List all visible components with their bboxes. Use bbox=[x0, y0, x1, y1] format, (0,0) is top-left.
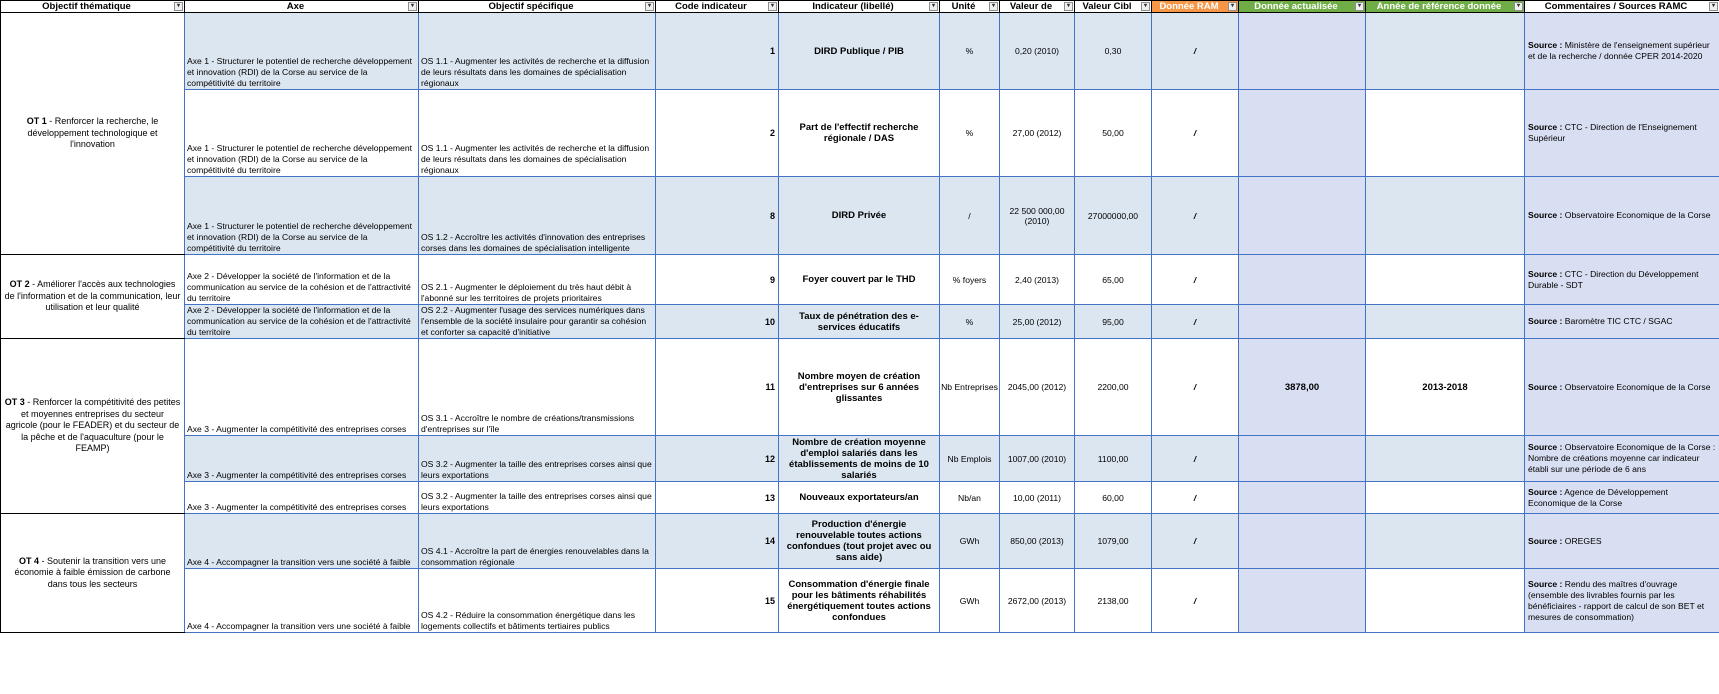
source-label: Source : bbox=[1528, 578, 1563, 589]
donnee-ram-cell[interactable]: / bbox=[1152, 339, 1239, 436]
code-indicateur-cell[interactable]: 1 bbox=[656, 13, 779, 90]
valeur-reference-cell[interactable]: 27,00 (2012) bbox=[1000, 90, 1075, 177]
valeur-reference-cell[interactable]: 22 500 000,00 (2010) bbox=[1000, 177, 1075, 255]
valeur-cible-cell[interactable]: 95,00 bbox=[1075, 305, 1152, 339]
source-label: Source : bbox=[1528, 486, 1563, 497]
annee-reference-cell[interactable] bbox=[1366, 569, 1525, 633]
column-header-label: Donnée actualisée bbox=[1254, 1, 1338, 12]
objectif-specifique-cell[interactable]: OS 3.2 - Augmenter la taille des entreprises corses ainsi que leurs exportations bbox=[419, 436, 656, 482]
table-row bbox=[1, 13, 1719, 90]
objectif-specifique-cell[interactable]: OS 2.1 - Augmenter le déploiement du très haut débit à l'abonné sur les territoires de projets prioritaires bbox=[419, 255, 656, 305]
column-header-11[interactable] bbox=[1525, 1, 1719, 13]
column-header-2[interactable] bbox=[419, 1, 656, 13]
table-row bbox=[1, 177, 1719, 255]
indicateur-libelle-cell[interactable]: DIRD Privée bbox=[779, 177, 940, 255]
filter-dropdown-icon[interactable]: ▾ bbox=[989, 2, 998, 11]
table-row bbox=[1, 305, 1719, 339]
source-text: Observatoire Economique de la Corse bbox=[1562, 381, 1711, 392]
commentaires-sources-cell[interactable] bbox=[1525, 436, 1719, 482]
donnee-actualisee-cell[interactable] bbox=[1239, 90, 1366, 177]
unite-cell[interactable]: Nb/an bbox=[940, 482, 1000, 514]
axe-cell[interactable]: Axe 3 - Augmenter la compétitivité des entreprises corses bbox=[185, 482, 419, 514]
column-header-label: Indicateur (libellé) bbox=[812, 1, 894, 12]
commentaires-sources-cell[interactable] bbox=[1525, 305, 1719, 339]
donnee-ram-cell[interactable]: / bbox=[1152, 482, 1239, 514]
donnee-actualisee-cell[interactable] bbox=[1239, 514, 1366, 569]
donnee-ram-cell[interactable]: / bbox=[1152, 436, 1239, 482]
axe-cell[interactable]: Axe 2 - Développer la société de l'information et de la communication au service de la cohésion et de l'attractivité du territoire bbox=[185, 305, 419, 339]
indicateur-libelle-cell[interactable]: Production d'énergie renouvelable toutes actions confondues (tout projet avec ou sans aide) bbox=[779, 514, 940, 569]
commentaires-sources-cell[interactable] bbox=[1525, 255, 1719, 305]
donnee-ram-cell[interactable]: / bbox=[1152, 514, 1239, 569]
column-header-label: Unité bbox=[951, 1, 976, 12]
ot-description: - Renforcer la compétitivité des petites et moyennes entreprises du secteur agricole (pour le FEADER) et du secteur de la pêche et de l'aquaculture (pour le FEAMP) bbox=[5, 397, 181, 454]
commentaires-sources-cell[interactable] bbox=[1525, 90, 1719, 177]
code-indicateur-cell[interactable]: 8 bbox=[656, 177, 779, 255]
objectif-specifique-cell[interactable]: OS 1.1 - Augmenter les activités de recherche et la diffusion de leurs résultats dans les domaines de spécialisation régionaux bbox=[419, 90, 656, 177]
source-label: Source : bbox=[1528, 316, 1563, 326]
table-row bbox=[1, 339, 1719, 436]
column-header-label: Valeur Cibl bbox=[1082, 1, 1132, 12]
table-row bbox=[1, 569, 1719, 633]
unite-cell[interactable]: Nb Emplois bbox=[940, 436, 1000, 482]
valeur-cible-cell[interactable]: 2138,00 bbox=[1075, 569, 1152, 633]
axe-cell[interactable]: Axe 1 - Structurer le potentiel de recherche développement et innovation (RDI) de la Corse au service de la compétitivité du territoire bbox=[185, 13, 419, 90]
source-text: Ministère de l'enseignement supérieur et de la recherche / donnée CPER 2014-2020 bbox=[1528, 40, 1710, 61]
column-header-label: Année de référence donnée bbox=[1376, 1, 1502, 12]
axe-cell[interactable]: Axe 2 - Développer la société de l'information et de la communication au service de la cohésion et de l'attractivité du territoire bbox=[185, 255, 419, 305]
filter-dropdown-icon[interactable]: ▾ bbox=[1064, 2, 1073, 11]
unite-cell[interactable]: % bbox=[940, 13, 1000, 90]
indicateur-libelle-cell[interactable]: Consommation d'énergie finale pour les bâtiments réhabilités énergétiquement toutes actions confondues bbox=[779, 569, 940, 633]
objectif-specifique-cell[interactable]: OS 4.2 - Réduire la consommation énergétique dans les logements collectifs et bâtiments tertiaires publics bbox=[419, 569, 656, 633]
filter-dropdown-icon[interactable]: ▾ bbox=[408, 2, 417, 11]
annee-reference-cell[interactable] bbox=[1366, 305, 1525, 339]
table-row bbox=[1, 255, 1719, 305]
source-text: Agence de Développement Economique de la Corse bbox=[1528, 486, 1668, 508]
filter-dropdown-icon[interactable]: ▾ bbox=[929, 2, 938, 11]
objectif-specifique-cell[interactable]: OS 1.2 - Accroître les activités d'innovation des entreprises corses dans les domaines de spécialisation intelligente bbox=[419, 177, 656, 255]
source-text: Observatoire Economique de la Corse bbox=[1562, 210, 1711, 220]
axe-cell[interactable]: Axe 1 - Structurer le potentiel de recherche développement et innovation (RDI) de la Corse au service de la compétitivité du territoire bbox=[185, 177, 419, 255]
filter-dropdown-icon[interactable]: ▾ bbox=[1141, 2, 1150, 11]
donnee-ram-cell[interactable]: / bbox=[1152, 305, 1239, 339]
ot-description: - Soutenir la transition vers une économie à faible émission de carbone dans tous les secteurs bbox=[14, 555, 171, 589]
source-label: Source : bbox=[1528, 268, 1563, 279]
column-header-9[interactable] bbox=[1239, 1, 1366, 13]
code-indicateur-cell[interactable]: 13 bbox=[656, 482, 779, 514]
objectif-specifique-cell[interactable]: OS 3.2 - Augmenter la taille des entreprises corses ainsi que leurs exportations bbox=[419, 482, 656, 514]
column-header-1[interactable] bbox=[185, 1, 419, 13]
column-header-label: Code indicateur bbox=[675, 1, 747, 12]
source-label: Source : bbox=[1528, 122, 1563, 132]
donnee-ram-cell[interactable]: / bbox=[1152, 255, 1239, 305]
code-indicateur-cell[interactable]: 2 bbox=[656, 90, 779, 177]
indicateur-libelle-cell[interactable]: Taux de pénétration des e-services éducatifs bbox=[779, 305, 940, 339]
commentaires-sources-cell[interactable] bbox=[1525, 514, 1719, 569]
source-text: Rendu des maîtres d'ouvrage (ensemble des livrables fournis par les bénéficiaires - rapport de calcul de son BET et mesures de consommation) bbox=[1528, 578, 1705, 622]
annee-reference-cell[interactable] bbox=[1366, 177, 1525, 255]
code-indicateur-cell[interactable]: 14 bbox=[656, 514, 779, 569]
valeur-cible-cell[interactable]: 65,00 bbox=[1075, 255, 1152, 305]
valeur-reference-cell[interactable]: 850,00 (2013) bbox=[1000, 514, 1075, 569]
source-text: CTC - Direction du Développement Durable - SDT bbox=[1528, 268, 1699, 290]
valeur-reference-cell[interactable]: 0,20 (2010) bbox=[1000, 13, 1075, 90]
source-label: Source : bbox=[1528, 210, 1563, 220]
valeur-cible-cell[interactable]: 2200,00 bbox=[1075, 339, 1152, 436]
commentaires-sources-cell[interactable] bbox=[1525, 482, 1719, 514]
annee-reference-cell[interactable] bbox=[1366, 514, 1525, 569]
source-label: Source : bbox=[1528, 381, 1563, 392]
commentaires-sources-cell[interactable] bbox=[1525, 339, 1719, 436]
filter-dropdown-icon[interactable]: ▾ bbox=[1709, 2, 1718, 11]
donnee-actualisee-cell[interactable] bbox=[1239, 569, 1366, 633]
donnee-actualisee-cell[interactable] bbox=[1239, 482, 1366, 514]
unite-cell[interactable]: GWh bbox=[940, 569, 1000, 633]
objectif-thematique-cell[interactable] bbox=[1, 339, 185, 514]
column-header-label: Objectif spécifique bbox=[488, 1, 574, 12]
column-header-label: Commentaires / Sources RAMC bbox=[1544, 1, 1688, 12]
indicateur-libelle-cell[interactable]: Part de l'effectif recherche régionale / DAS bbox=[779, 90, 940, 177]
donnee-ram-cell[interactable]: / bbox=[1152, 90, 1239, 177]
donnee-actualisee-cell[interactable]: 3878,00 bbox=[1239, 339, 1366, 436]
donnee-ram-cell[interactable]: / bbox=[1152, 569, 1239, 633]
code-indicateur-cell[interactable]: 9 bbox=[656, 255, 779, 305]
indicateur-libelle-cell[interactable]: Nouveaux exportateurs/an bbox=[779, 482, 940, 514]
indicateur-libelle-cell[interactable]: Nombre moyen de création d'entreprises sur 6 années glissantes bbox=[779, 339, 940, 436]
indicateur-libelle-cell[interactable]: Nombre de création moyenne d'emploi salariés dans les établissements de moins de 10 salariés bbox=[779, 436, 940, 482]
valeur-reference-cell[interactable]: 25,00 (2012) bbox=[1000, 305, 1075, 339]
axe-cell[interactable]: Axe 3 - Augmenter la compétitivité des entreprises corses bbox=[185, 436, 419, 482]
source-text: CTC - Direction de l'Enseignement Supérieur bbox=[1528, 122, 1697, 143]
code-indicateur-cell[interactable]: 12 bbox=[656, 436, 779, 482]
column-header-8[interactable] bbox=[1152, 1, 1239, 13]
annee-reference-cell[interactable] bbox=[1366, 13, 1525, 90]
column-header-10[interactable] bbox=[1366, 1, 1525, 13]
source-label: Source : bbox=[1528, 535, 1563, 546]
annee-reference-cell[interactable] bbox=[1366, 482, 1525, 514]
indicateur-libelle-cell[interactable]: DIRD Publique / PIB bbox=[779, 13, 940, 90]
ot-code: OT 2 bbox=[9, 279, 30, 290]
unite-cell[interactable]: Nb Entreprises bbox=[940, 339, 1000, 436]
table-row bbox=[1, 90, 1719, 177]
unite-cell[interactable]: % bbox=[940, 90, 1000, 177]
annee-reference-cell[interactable] bbox=[1366, 255, 1525, 305]
valeur-cible-cell[interactable]: 50,00 bbox=[1075, 90, 1152, 177]
valeur-reference-cell[interactable]: 10,00 (2011) bbox=[1000, 482, 1075, 514]
commentaires-sources-cell[interactable] bbox=[1525, 13, 1719, 90]
donnee-ram-cell[interactable]: / bbox=[1152, 177, 1239, 255]
ot-code: OT 1 bbox=[26, 116, 47, 127]
valeur-cible-cell[interactable]: 1100,00 bbox=[1075, 436, 1152, 482]
donnee-ram-cell[interactable]: / bbox=[1152, 13, 1239, 90]
valeur-cible-cell[interactable]: 1079,00 bbox=[1075, 514, 1152, 569]
donnee-actualisee-cell[interactable] bbox=[1239, 436, 1366, 482]
annee-reference-cell[interactable]: 2013-2018 bbox=[1366, 339, 1525, 436]
column-header-5[interactable] bbox=[940, 1, 1000, 13]
valeur-cible-cell[interactable]: 60,00 bbox=[1075, 482, 1152, 514]
axe-cell[interactable]: Axe 1 - Structurer le potentiel de recherche développement et innovation (RDI) de la Corse au service de la compétitivité du territoire bbox=[185, 90, 419, 177]
ot-description: - Améliorer l'accès aux technologies de l'information et de la communication, leur utilisation et leur qualité bbox=[4, 279, 181, 313]
code-indicateur-cell[interactable]: 11 bbox=[656, 339, 779, 436]
donnee-actualisee-cell[interactable] bbox=[1239, 177, 1366, 255]
column-header-4[interactable] bbox=[779, 1, 940, 13]
column-header-0[interactable] bbox=[1, 1, 185, 13]
annee-reference-cell[interactable] bbox=[1366, 436, 1525, 482]
valeur-reference-cell[interactable]: 2672,00 (2013) bbox=[1000, 569, 1075, 633]
source-text: OREGES bbox=[1562, 535, 1602, 546]
objectif-specifique-cell[interactable]: OS 2.2 - Augmenter l'usage des services numériques dans l'ensemble de la société insulaire pour garantir sa cohésion et conforter sa capacité d'initiative bbox=[419, 305, 656, 339]
objectif-specifique-cell[interactable]: OS 3.1 - Accroître le nombre de créations/transmissions d'entreprises sur l'île bbox=[419, 339, 656, 436]
table-body bbox=[1, 13, 1719, 633]
source-text: Observatoire Economique de la Corse : Nombre de créations moyenne car indicateur établi sur une période de 6 ans bbox=[1528, 442, 1716, 474]
column-header-6[interactable] bbox=[1000, 1, 1075, 13]
table-row bbox=[1, 436, 1719, 482]
ot-description: - Renforcer la recherche, le développement technologique et l'innovation bbox=[27, 116, 159, 150]
commentaires-sources-cell[interactable] bbox=[1525, 569, 1719, 633]
unite-cell[interactable]: GWh bbox=[940, 514, 1000, 569]
column-header-label: Objectif thématique bbox=[42, 1, 131, 12]
column-header-label: Axe bbox=[286, 1, 305, 12]
unite-cell[interactable]: % bbox=[940, 305, 1000, 339]
axe-cell[interactable]: Axe 4 - Accompagner la transition vers une société à faible bbox=[185, 514, 419, 569]
ot-code: OT 3 bbox=[4, 397, 25, 408]
objectif-thematique-cell[interactable] bbox=[1, 13, 185, 255]
unite-cell[interactable]: % foyers bbox=[940, 255, 1000, 305]
axe-cell[interactable]: Axe 4 - Accompagner la transition vers une société à faible bbox=[185, 569, 419, 633]
source-text: Baromètre TIC CTC / SGAC bbox=[1562, 316, 1673, 326]
column-header-3[interactable] bbox=[656, 1, 779, 13]
unite-cell[interactable]: / bbox=[940, 177, 1000, 255]
annee-reference-cell[interactable] bbox=[1366, 90, 1525, 177]
column-header-label: Valeur de bbox=[1009, 1, 1053, 12]
indicateur-libelle-cell[interactable]: Foyer couvert par le THD bbox=[779, 255, 940, 305]
valeur-reference-cell[interactable]: 2,40 (2013) bbox=[1000, 255, 1075, 305]
filter-dropdown-icon[interactable]: ▾ bbox=[1228, 2, 1237, 11]
ot-code: OT 4 bbox=[18, 555, 39, 566]
table-row bbox=[1, 514, 1719, 569]
valeur-cible-cell[interactable]: 27000000,00 bbox=[1075, 177, 1152, 255]
table-row bbox=[1, 482, 1719, 514]
valeur-reference-cell[interactable]: 1007,00 (2010) bbox=[1000, 436, 1075, 482]
code-indicateur-cell[interactable]: 10 bbox=[656, 305, 779, 339]
donnee-actualisee-cell[interactable] bbox=[1239, 305, 1366, 339]
filter-dropdown-icon[interactable]: ▾ bbox=[645, 2, 654, 11]
objectif-specifique-cell[interactable]: OS 1.1 - Augmenter les activités de recherche et la diffusion de leurs résultats dans les domaines de spécialisation régionaux bbox=[419, 13, 656, 90]
header-row bbox=[1, 1, 1719, 13]
donnee-actualisee-cell[interactable] bbox=[1239, 13, 1366, 90]
objectif-thematique-cell[interactable] bbox=[1, 514, 185, 633]
commentaires-sources-cell[interactable] bbox=[1525, 177, 1719, 255]
filter-dropdown-icon[interactable]: ▾ bbox=[768, 2, 777, 11]
valeur-reference-cell[interactable]: 2045,00 (2012) bbox=[1000, 339, 1075, 436]
source-label: Source : bbox=[1528, 442, 1563, 452]
filter-dropdown-icon[interactable]: ▾ bbox=[1514, 2, 1523, 11]
axe-cell[interactable]: Axe 3 - Augmenter la compétitivité des entreprises corses bbox=[185, 339, 419, 436]
objectif-specifique-cell[interactable]: OS 4.1 - Accroître la part de énergies renouvelables dans la consommation régionale bbox=[419, 514, 656, 569]
objectif-thematique-cell[interactable] bbox=[1, 255, 185, 339]
column-header-7[interactable] bbox=[1075, 1, 1152, 13]
donnee-actualisee-cell[interactable] bbox=[1239, 255, 1366, 305]
source-label: Source : bbox=[1528, 40, 1563, 50]
column-header-label: Donnée RAM bbox=[1159, 1, 1219, 12]
code-indicateur-cell[interactable]: 15 bbox=[656, 569, 779, 633]
filter-dropdown-icon[interactable]: ▾ bbox=[174, 2, 183, 11]
valeur-cible-cell[interactable]: 0,30 bbox=[1075, 13, 1152, 90]
filter-dropdown-icon[interactable]: ▾ bbox=[1355, 2, 1364, 11]
